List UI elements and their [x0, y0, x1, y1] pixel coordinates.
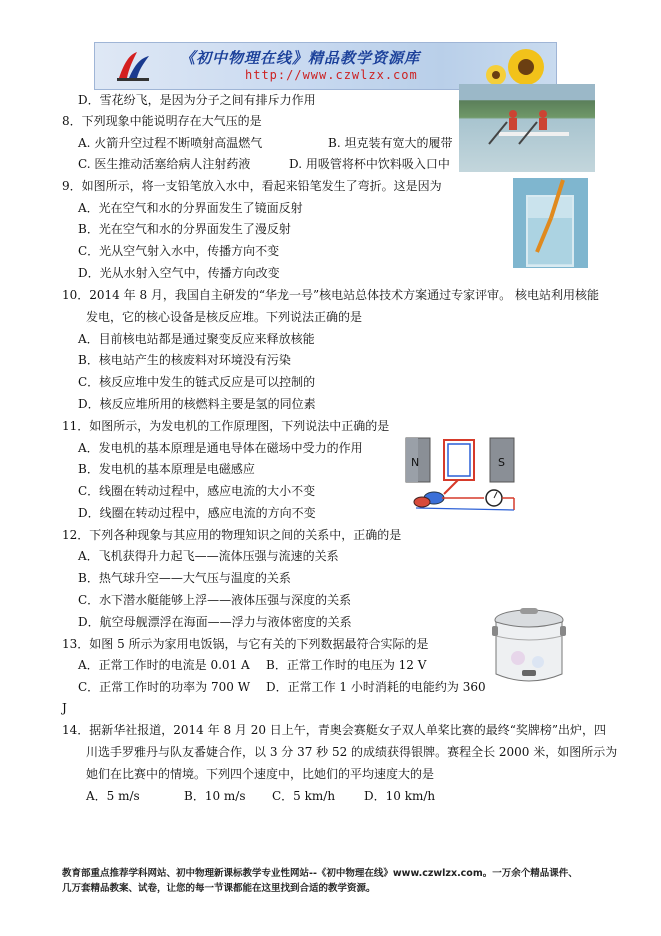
- q11-option-b: B．发电机的基本原理是电磁感应: [78, 462, 255, 476]
- q8-option-d: D. 用吸管将杯中饮料吸入口中: [289, 157, 450, 171]
- q8-stem: 8．下列现象中能说明存在大气压的是: [62, 114, 262, 128]
- generator-diagram: [404, 432, 522, 512]
- banner-title: 《初中物理在线》精品教学资源库: [180, 49, 421, 67]
- svg-text:S: S: [498, 456, 505, 469]
- q11-stem: 11．如图所示，为发电机的工作原理图，下列说法中正确的是: [62, 419, 390, 433]
- svg-text:N: N: [411, 456, 420, 469]
- q10-option-c: C．核反应堆中发生的链式反应是可以控制的: [78, 375, 316, 389]
- q9-stem: 9．如图所示，将一支铅笔放入水中，看起来铅笔发生了弯折。这是因为: [62, 179, 442, 193]
- q10-option-d: D．核反应堆所用的核燃料主要是氢的同位素: [78, 397, 316, 411]
- q14-option-d: D．10 km/h: [364, 789, 436, 803]
- site-logo-icon: [115, 50, 151, 82]
- q10-stem-cont: 发电，它的核心设备是核反应堆。下列说法正确的是: [86, 310, 363, 324]
- q12-option-b: B．热气球升空——大气压与温度的关系: [78, 571, 291, 585]
- q7-option-d: D．雪花纷飞，是因为分子之间有排斥力作用: [78, 93, 316, 107]
- header-banner: [94, 42, 557, 90]
- q13-option-b: B．正常工作时的电压为 12 V: [266, 658, 427, 672]
- banner-url[interactable]: http://www.czwlzx.com: [245, 68, 418, 82]
- q12-stem: 12．下列各种现象与其应用的物理知识之间的关系中，正确的是: [62, 528, 402, 542]
- q10-option-b: B．核电站产生的核废料对环境没有污染: [78, 353, 291, 367]
- q14-stem-cont2: 她们在比赛中的情境。下列四个速度中，比她们的平均速度大的是: [86, 767, 435, 781]
- q12-option-c: C．水下潜水艇能够上浮——液体压强与深度的关系: [78, 593, 352, 607]
- q14-option-c: C．5 km/h: [272, 789, 336, 803]
- q10-option-a: A．目前核电站都是通过聚变反应来释放核能: [78, 332, 315, 346]
- q8-option-a: A. 火箭升空过程不断喷射高温燃气: [78, 136, 263, 150]
- sunflower-icon: [480, 45, 550, 89]
- pencil-in-water-photo: [513, 178, 588, 268]
- q13-stem: 13．如图 5 所示为家用电饭锅，与它有关的下列数据最符合实际的是: [62, 637, 429, 651]
- q14-stem: 14．据新华社报道，2014 年 8 月 20 日上午，青奥会赛艇女子双人单桨比赛的最终“奖牌榜”出炉，四: [62, 723, 607, 737]
- q9-option-a: A．光在空气和水的分界面发生了镜面反射: [78, 201, 303, 215]
- q8-option-b: B. 坦克装有宽大的履带: [328, 136, 453, 150]
- footer-line-1: 教育部重点推荐学科网站、初中物理新课标教学专业性网站--《初中物理在线》www.czwlzx.com。一万余个精品课件、: [62, 868, 578, 879]
- q13-option-d: D．正常工作 1 小时消耗的电能约为 360: [266, 680, 486, 694]
- q8-option-c: C. 医生推动活塞给病人注射药液: [78, 157, 251, 171]
- q12-option-a: A．飞机获得升力起飞——流体压强与流速的关系: [78, 549, 339, 563]
- rice-cooker-image: [490, 606, 568, 690]
- stray-mark: J: [62, 701, 67, 715]
- q9-option-d: D．光从水射入空气中，传播方向改变: [78, 266, 280, 280]
- q11-option-d: D．线圈在转动过程中，感应电流的方向不变: [78, 506, 316, 520]
- q10-stem: 10．2014 年 8 月，我国自主研发的“华龙一号”核电站总体技术方案通过专家评审。 核电站利用核能: [62, 288, 599, 302]
- q14-option-a: A．5 m/s: [86, 789, 140, 803]
- q9-option-c: C．光从空气射入水中，传播方向不变: [78, 244, 280, 258]
- rowing-photo: [459, 84, 595, 172]
- q14-option-b: B．10 m/s: [184, 789, 246, 803]
- q11-option-a: A．发电机的基本原理是通电导体在磁场中受力的作用: [78, 441, 363, 455]
- q12-option-d: D．航空母舰漂浮在海面——浮力与液体密度的关系: [78, 615, 352, 629]
- footer-line-2: 几万套精品教案、试卷，让您的每一节课都能在这里找到合适的教学资源。: [62, 883, 376, 894]
- q13-option-c: C．正常工作时的功率为 700 W: [78, 680, 251, 694]
- q14-stem-cont1: 川选手罗雅丹与队友番婕合作，以 3 分 37 秒 52 的成绩获得银牌。赛程全长 2000 米，如图所示为: [86, 745, 618, 759]
- page-footer: [62, 866, 578, 896]
- q9-option-b: B．光在空气和水的分界面发生了漫反射: [78, 222, 291, 236]
- q11-option-c: C．线圈在转动过程中，感应电流的大小不变: [78, 484, 316, 498]
- q13-option-a: A．正常工作时的电流是 0.01 A: [78, 658, 250, 672]
